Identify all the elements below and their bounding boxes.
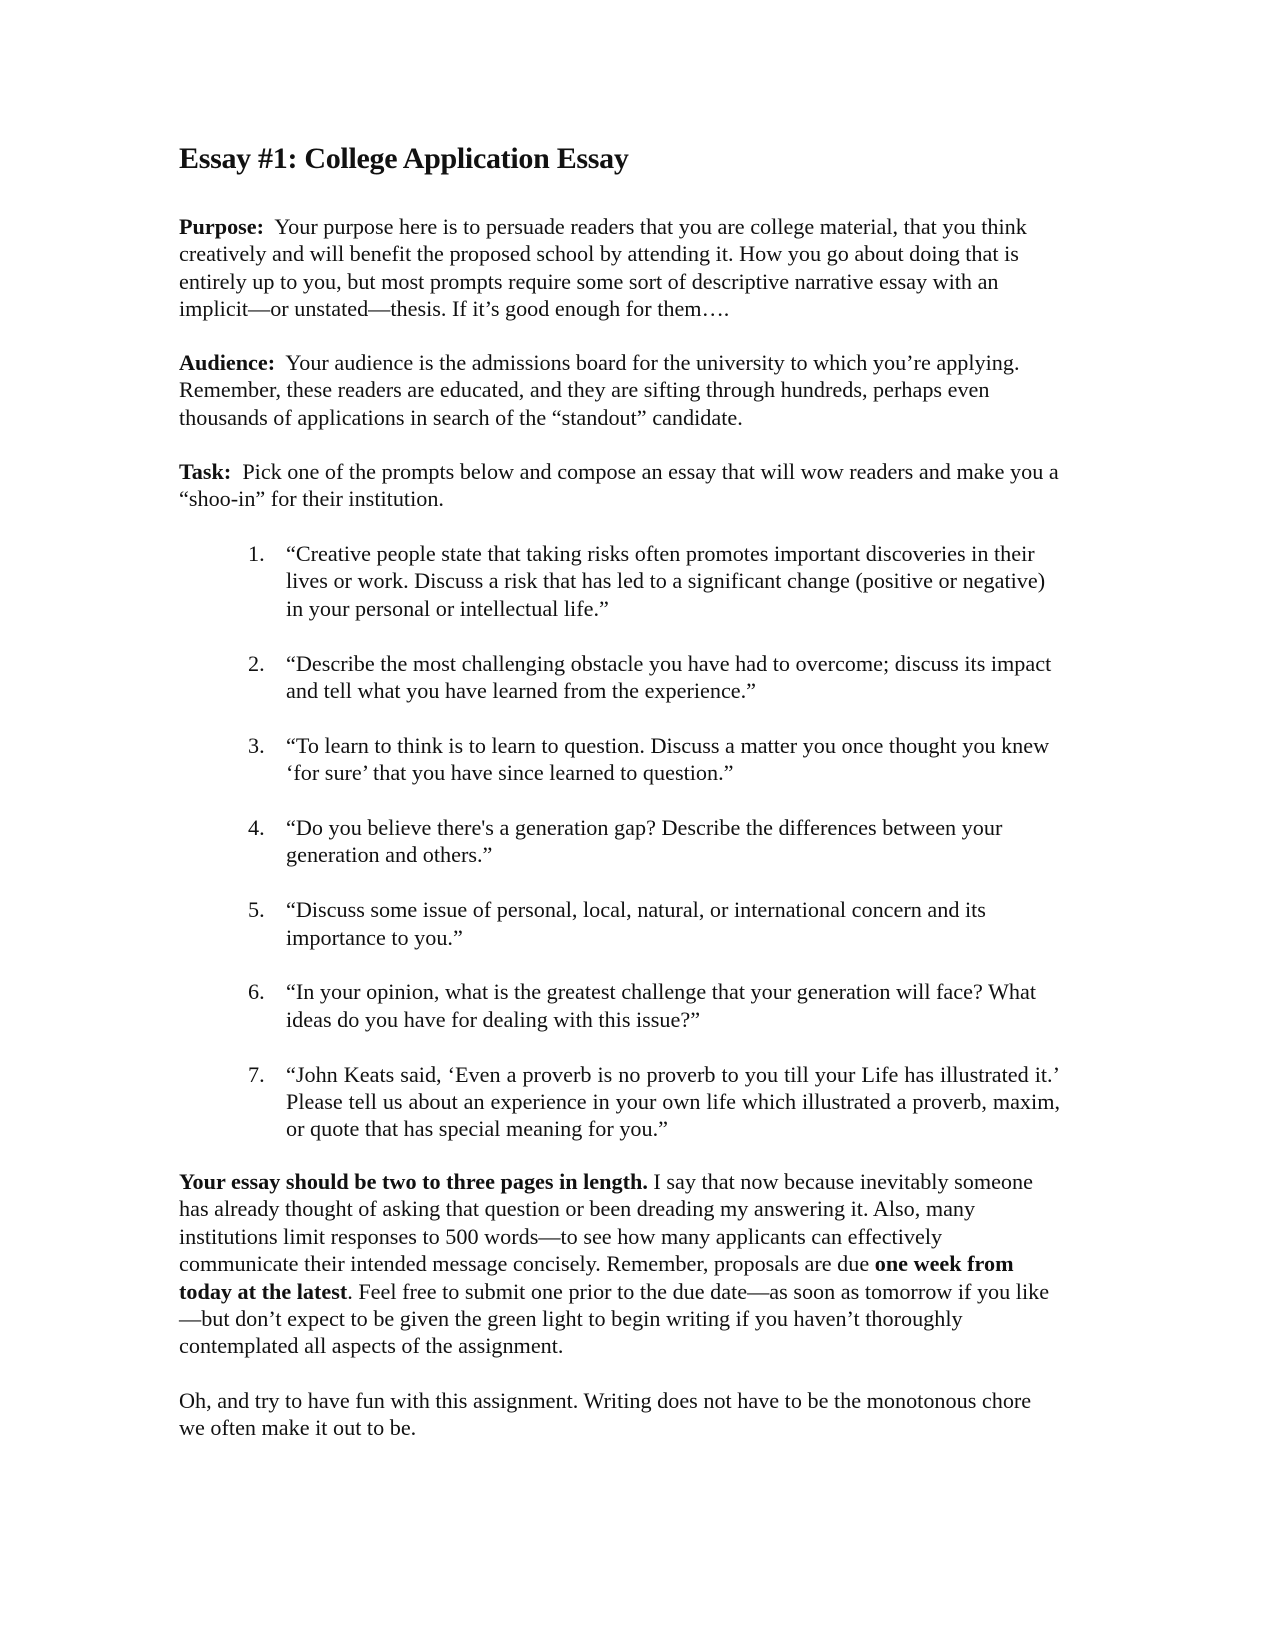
prompt-number: 2.: [248, 650, 265, 676]
prompt-item: [248, 814, 1060, 869]
prompt-text: “To learn to think is to learn to question. Discuss a matter you once thought you knew ‘for sure’ that you have since learned to question.”: [286, 732, 1050, 786]
task-label: Task:: [179, 459, 232, 484]
closing-paragraph: Oh, and try to have fun with this assignment. Writing does not have to be the monotonous chore we often make it out to be.: [179, 1388, 1032, 1441]
prompt-number: 1.: [248, 541, 265, 566]
length-paragraph: [179, 1168, 1059, 1360]
length-bold-lead: Your essay should be two to three pages in length.: [179, 1169, 648, 1194]
page-title: Essay #1: College Application Essay: [179, 142, 629, 175]
prompt-item: [248, 896, 1060, 951]
prompt-item: [248, 1061, 1060, 1143]
prompt-item: [248, 732, 1060, 787]
audience-paragraph: [179, 349, 1059, 431]
purpose-label: Purpose:: [179, 214, 265, 239]
prompt-item: [248, 650, 1060, 705]
prompt-text: “Describe the most challenging obstacle you have had to overcome; discuss its impact and tell what you have learned from the experience.”: [286, 650, 1052, 704]
prompt-item: [248, 978, 1060, 1033]
prompt-text: “Creative people state that taking risks often promotes important discoveries in their lives or work. Discuss a risk that has led to a significant change (positive or negative) in your personal or intellectual life.”: [286, 541, 1046, 621]
purpose-paragraph: [179, 213, 1059, 323]
prompt-text: “In your opinion, what is the greatest challenge that your generation will face? What ideas do you have for dealing with this issue?”: [286, 979, 1036, 1032]
task-text: Pick one of the prompts below and compose an essay that will wow readers and make you a “shoo-in” for their institution.: [179, 459, 1059, 512]
prompt-number: 3.: [248, 732, 265, 758]
purpose-text: Your purpose here is to persuade readers that you are college material, that you think creatively and will benefit the proposed school by attending it. How you go about doing that is entirely up to you, but most prompts require some sort of descriptive narrative essay with an implicit—or unstated—thesis. If it’s good enough for them….: [179, 214, 1027, 322]
prompt-number: 6.: [248, 979, 265, 1005]
prompt-item: [248, 540, 1060, 622]
length-text-1: I say that now because inevitably someone has already thought of asking that question or been dreading my answering it. Also, many institutions limit responses to 500 words—to see how many applicants can effectively communicate their intended message concisely. Remember, proposals are due: [179, 1169, 1033, 1277]
prompt-number: 7.: [248, 1061, 265, 1087]
prompt-text: “Discuss some issue of personal, local, natural, or international concern and its importance to you.”: [286, 897, 986, 950]
audience-label: Audience:: [179, 350, 276, 375]
prompt-text: “Do you believe there's a generation gap? Describe the differences between your generation and others.”: [286, 815, 1003, 868]
audience-text: Your audience is the admissions board for the university to which you’re applying. Remember, these readers are educated, and they are sifting through hundreds, perhaps even thousands of applications in search of the “standout” candidate.: [179, 350, 1020, 430]
task-paragraph: [179, 458, 1059, 513]
length-text-2: . Feel free to submit one prior to the due date—as soon as tomorrow if you like—but don’t expect to be given the green light to begin writing if you haven’t thoroughly contemplated all aspects of the assignment.: [179, 1278, 1050, 1359]
prompt-list: [248, 540, 1060, 1170]
due-date-bold: one week from today at the latest: [179, 1251, 1014, 1304]
prompt-number: 5.: [248, 897, 265, 923]
prompt-text: “John Keats said, ‘Even a proverb is no proverb to you till your Life has illustrated it.’ Please tell us about an experience in your own life which illustrated a proverb, maxim, or quote that has special meaning for you.”: [286, 1061, 1060, 1142]
prompt-number: 4.: [248, 815, 265, 841]
